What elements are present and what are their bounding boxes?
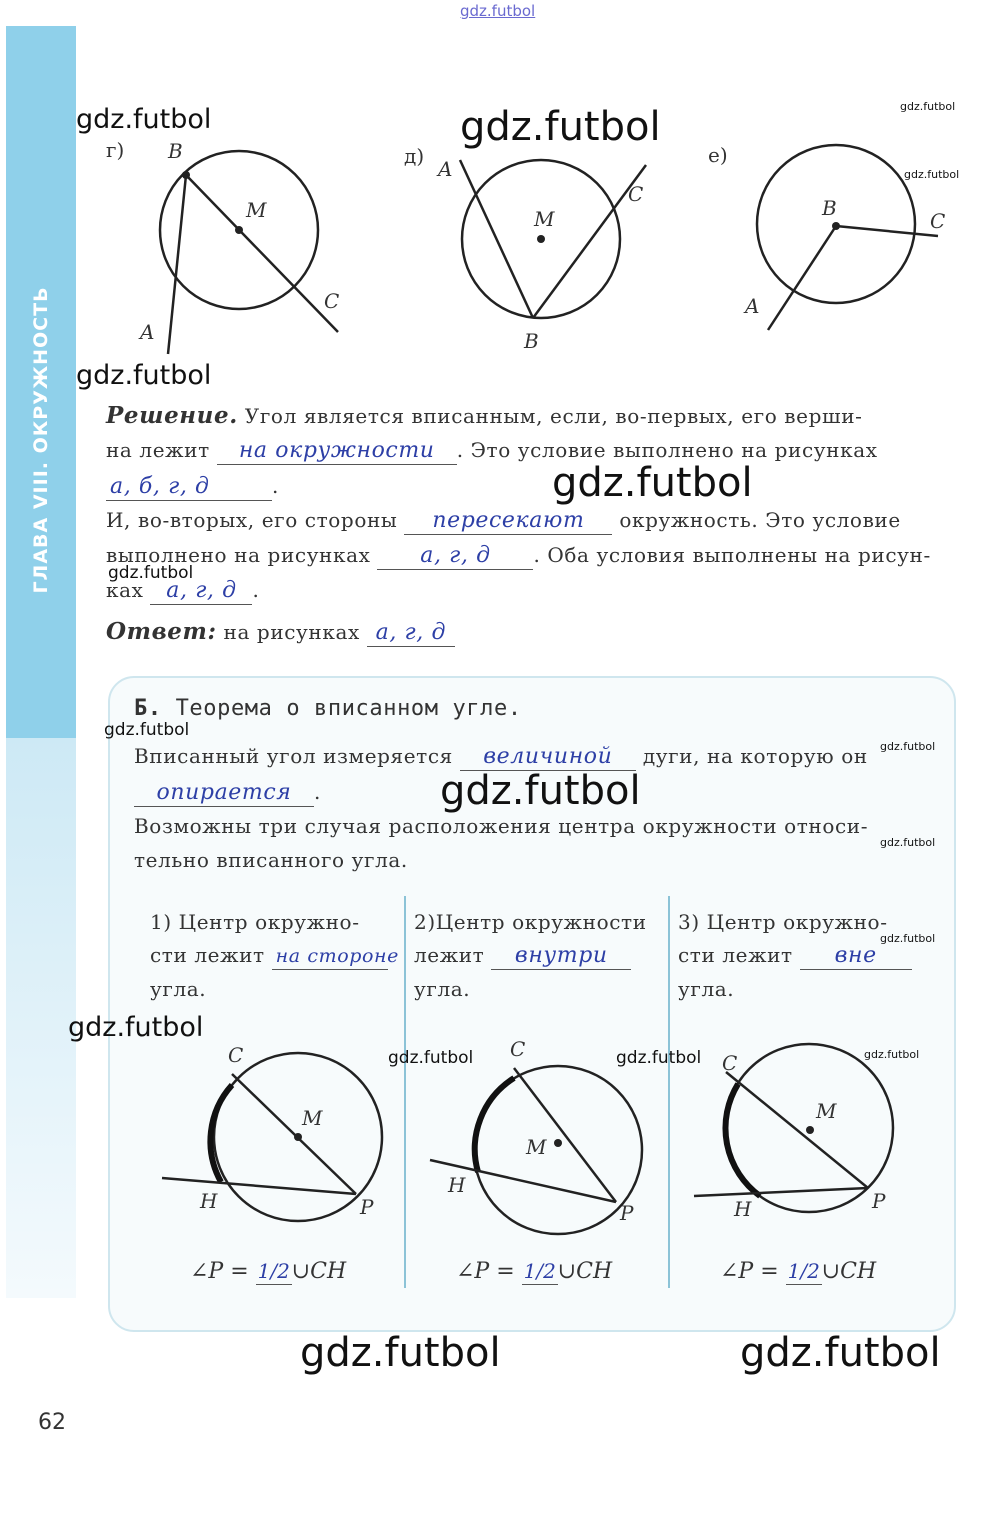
- solution-text-1: Угол является вписанным, если, во-первых, его верши-: [244, 404, 863, 428]
- watermark: gdz.futbol: [880, 740, 936, 753]
- case-3-point-h: H: [734, 1197, 752, 1221]
- case-2-line-1: 2)Центр окружности: [414, 910, 647, 934]
- figure-d-point-c: C: [628, 182, 644, 206]
- case-3-fraction: 1/2: [787, 1259, 820, 1283]
- case-2-point-c: C: [510, 1037, 526, 1061]
- watermark: gdz.futbol: [552, 460, 753, 506]
- case-1-line-2: сти лежит на стороне: [150, 943, 388, 970]
- case-2-line-2: лежит внутри: [414, 943, 631, 970]
- answer-label: Ответ:: [106, 618, 217, 645]
- figure-e-label: е): [708, 143, 728, 167]
- solution-line-3: а, б, г, д .: [106, 474, 279, 501]
- watermark: gdz.futbol: [616, 1048, 702, 1068]
- solution-line-2: на лежит на окружности . Это условие выполнено на рисунках: [106, 438, 878, 463]
- case-3-line-1: 3) Центр окружно-: [678, 910, 888, 934]
- case-2-point-m: M: [526, 1135, 547, 1159]
- answer-rests-on: опирается: [134, 780, 314, 807]
- case-2-point-h: H: [448, 1173, 466, 1197]
- watermark: gdz.futbol: [108, 563, 194, 583]
- case-1-figure: [162, 1043, 382, 1221]
- case-3-formula: ∠P = 1/2∪CH: [720, 1259, 877, 1284]
- case-1-line-1: 1) Центр окружно-: [150, 910, 360, 934]
- case-2-formula: ∠P = 1/2∪CH: [456, 1259, 613, 1284]
- watermark: gdz.futbol: [76, 104, 212, 135]
- watermark: gdz.futbol: [300, 1330, 501, 1376]
- solution-heading: Решение.: [106, 402, 238, 429]
- figure-g-point-a: A: [140, 320, 155, 344]
- case-1-point-c: C: [228, 1043, 244, 1067]
- answer-line: Ответ: на рисунках а, г, д: [106, 618, 455, 647]
- watermark: gdz.futbol: [880, 932, 936, 945]
- section-b-line-3: Возможны три случая расположения центра окружности относи-: [134, 814, 869, 838]
- watermark: gdz.futbol: [900, 100, 956, 113]
- figure-d-label: д): [404, 144, 425, 168]
- answer-final: а, г, д: [367, 620, 455, 647]
- watermark: gdz.futbol: [740, 1330, 941, 1376]
- case-1-answer: на стороне: [272, 943, 388, 970]
- case-1-formula: ∠P = 1/2∪CH: [190, 1259, 347, 1284]
- figure-g-point-c: C: [324, 289, 340, 313]
- figure-g-label: г): [106, 138, 125, 162]
- watermark: gdz.futbol: [104, 720, 190, 740]
- case-1-fraction: 1/2: [257, 1259, 290, 1283]
- watermark: gdz.futbol: [388, 1048, 474, 1068]
- watermark: gdz.futbol: [880, 836, 936, 849]
- answer-figures-1: а, б, г, д: [106, 474, 272, 501]
- figure-d: [404, 144, 646, 353]
- case-2-fraction: 1/2: [523, 1259, 556, 1283]
- solution-line-1: [106, 402, 862, 429]
- case-2-answer: внутри: [491, 943, 631, 970]
- watermark: gdz.futbol: [76, 360, 212, 391]
- figure-g: [106, 138, 339, 354]
- solution-line-4: И, во-вторых, его стороны пересекают окружность. Это условие: [106, 508, 901, 533]
- section-b-title: Б. Теорема о вписанном угле.: [134, 696, 522, 721]
- case-1-point-h: H: [200, 1189, 218, 1213]
- case-3-point-m: M: [816, 1099, 837, 1123]
- case-3-figure: [694, 1044, 893, 1221]
- page-number: 62: [38, 1410, 66, 1435]
- figure-d-point-a: A: [438, 157, 453, 181]
- watermark: gdz.futbol: [864, 1048, 920, 1061]
- figure-e-point-c: C: [930, 209, 946, 233]
- answer-magnitude: величиной: [460, 744, 636, 771]
- case-3-point-p: P: [872, 1189, 886, 1213]
- solution-line-6: ках а, г, д .: [106, 578, 260, 603]
- case-3-point-c: C: [722, 1051, 738, 1075]
- watermark: gdz.futbol: [904, 168, 960, 181]
- figure-e-point-b: B: [822, 196, 837, 220]
- answer-on-circle: на окружности: [217, 438, 457, 465]
- watermark: gdz.futbol: [460, 104, 661, 150]
- figure-g-point-m: M: [246, 198, 267, 222]
- case-1-point-m: M: [302, 1106, 323, 1130]
- answer-figures-3: а, г, д: [150, 578, 252, 605]
- watermark-top: gdz.futbol: [460, 2, 536, 20]
- answer-intersect: пересекают: [404, 508, 612, 535]
- figure-d-point-m: M: [534, 207, 555, 231]
- figure-d-point-b: B: [524, 329, 539, 353]
- watermark: gdz.futbol: [440, 768, 641, 814]
- case-3-line-2: сти лежит вне: [678, 943, 912, 970]
- figure-e-point-a: A: [745, 294, 760, 318]
- case-2-point-p: P: [620, 1201, 634, 1225]
- section-b-line-1: Вписанный угол измеряется величиной дуги, на которую он: [134, 744, 868, 769]
- case-1-line-3: угла.: [150, 977, 207, 1001]
- chapter-title: ГЛАВА VIII. ОКРУЖНОСТЬ: [30, 286, 52, 594]
- case-1-point-p: P: [360, 1195, 374, 1219]
- figure-g-point-b: B: [168, 139, 183, 163]
- case-2-line-3: угла.: [414, 977, 471, 1001]
- case-3-line-3: угла.: [678, 977, 735, 1001]
- section-b-line-4: тельно вписанного угла.: [134, 848, 408, 872]
- section-b-line-2: опирается .: [134, 780, 321, 807]
- case-3-answer: вне: [800, 943, 912, 970]
- solution-line-5: выполнено на рисунках а, г, д . Оба условия выполнены на рисун-: [106, 543, 931, 568]
- watermark: gdz.futbol: [68, 1012, 204, 1043]
- answer-figures-2: а, г, д: [377, 543, 533, 570]
